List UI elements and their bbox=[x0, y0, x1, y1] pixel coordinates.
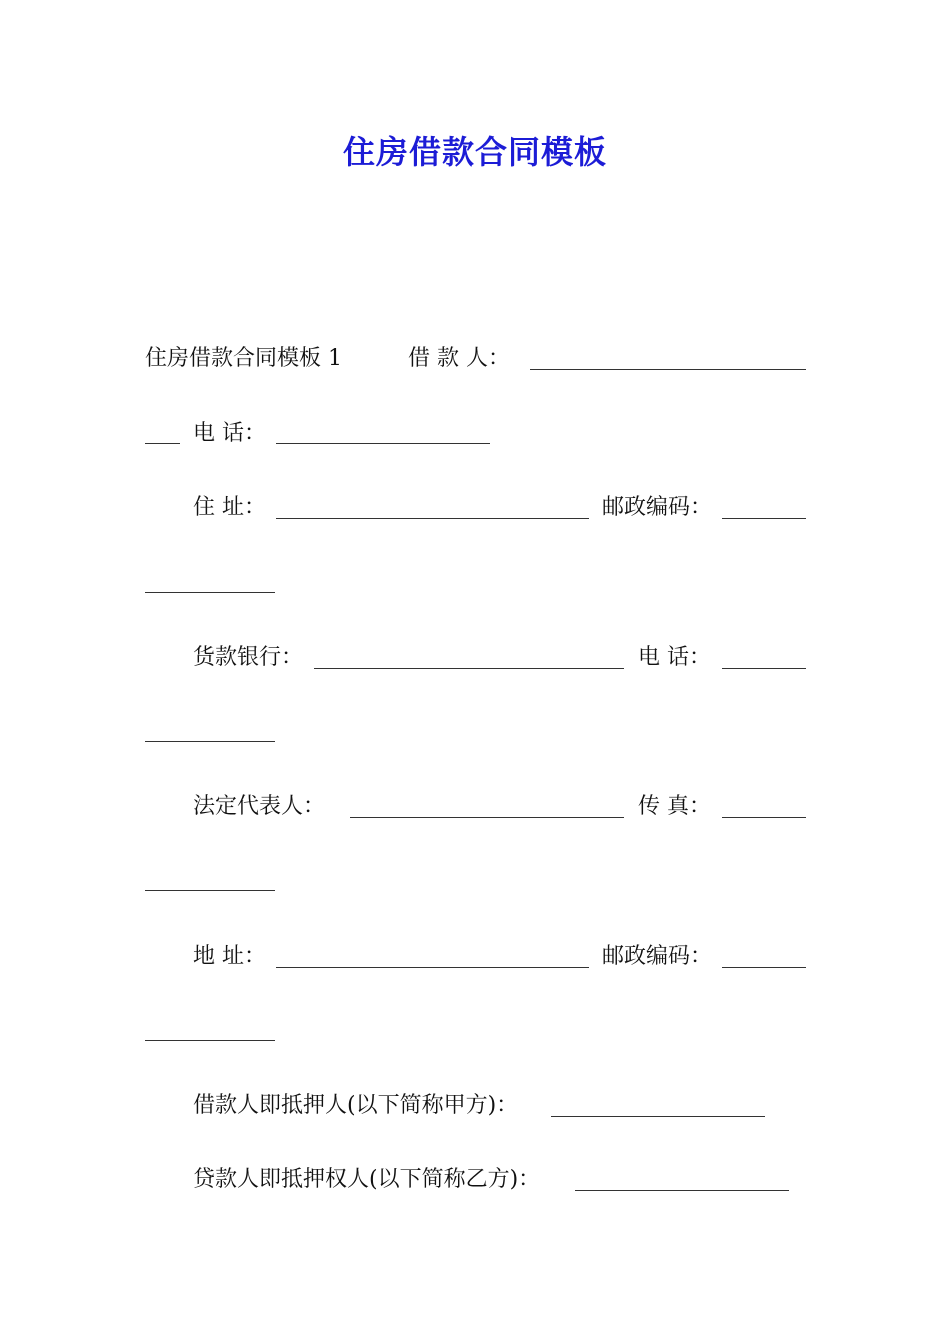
legal-representative-blank bbox=[350, 817, 624, 818]
lending-bank-label: 货款银行： bbox=[193, 645, 304, 670]
party-b-blank bbox=[575, 1190, 789, 1191]
party-a-label: 借款人即抵押人(以下简称甲方)： bbox=[193, 1093, 519, 1118]
bank-postcode-blank bbox=[722, 967, 806, 968]
bank-phone-blank-continued bbox=[145, 741, 275, 742]
bank-address-label: 地 址： bbox=[193, 944, 266, 969]
fax-label: 传 真： bbox=[638, 794, 711, 819]
party-a-blank bbox=[551, 1116, 765, 1117]
legal-representative-label: 法定代表人： bbox=[193, 794, 326, 819]
bank-address-blank bbox=[276, 967, 589, 968]
borrower-phone-blank bbox=[276, 443, 490, 444]
borrower-blank bbox=[530, 369, 806, 370]
bank-phone-label: 电 话： bbox=[638, 645, 711, 670]
party-b-label: 贷款人即抵押权人(以下简称乙方)： bbox=[193, 1167, 541, 1192]
borrower-blank-continued bbox=[145, 443, 180, 444]
residence-postcode-blank bbox=[722, 518, 806, 519]
borrower-phone-label: 电 话： bbox=[193, 421, 266, 446]
residence-address-label: 住 址： bbox=[193, 495, 266, 520]
residence-postcode-blank-continued bbox=[145, 592, 275, 593]
fax-blank-continued bbox=[145, 890, 275, 891]
bank-postcode-label: 邮政编码： bbox=[602, 944, 713, 969]
bank-phone-blank bbox=[722, 668, 806, 669]
contract-heading: 住房借款合同模板 1 bbox=[145, 346, 342, 371]
residence-postcode-label: 邮政编码： bbox=[602, 495, 713, 520]
residence-address-blank bbox=[276, 518, 589, 519]
fax-blank bbox=[722, 817, 806, 818]
document-title: 住房借款合同模板 bbox=[342, 133, 607, 171]
borrower-label: 借 款 人： bbox=[408, 346, 510, 371]
lending-bank-blank bbox=[314, 668, 624, 669]
bank-postcode-blank-continued bbox=[145, 1040, 275, 1041]
